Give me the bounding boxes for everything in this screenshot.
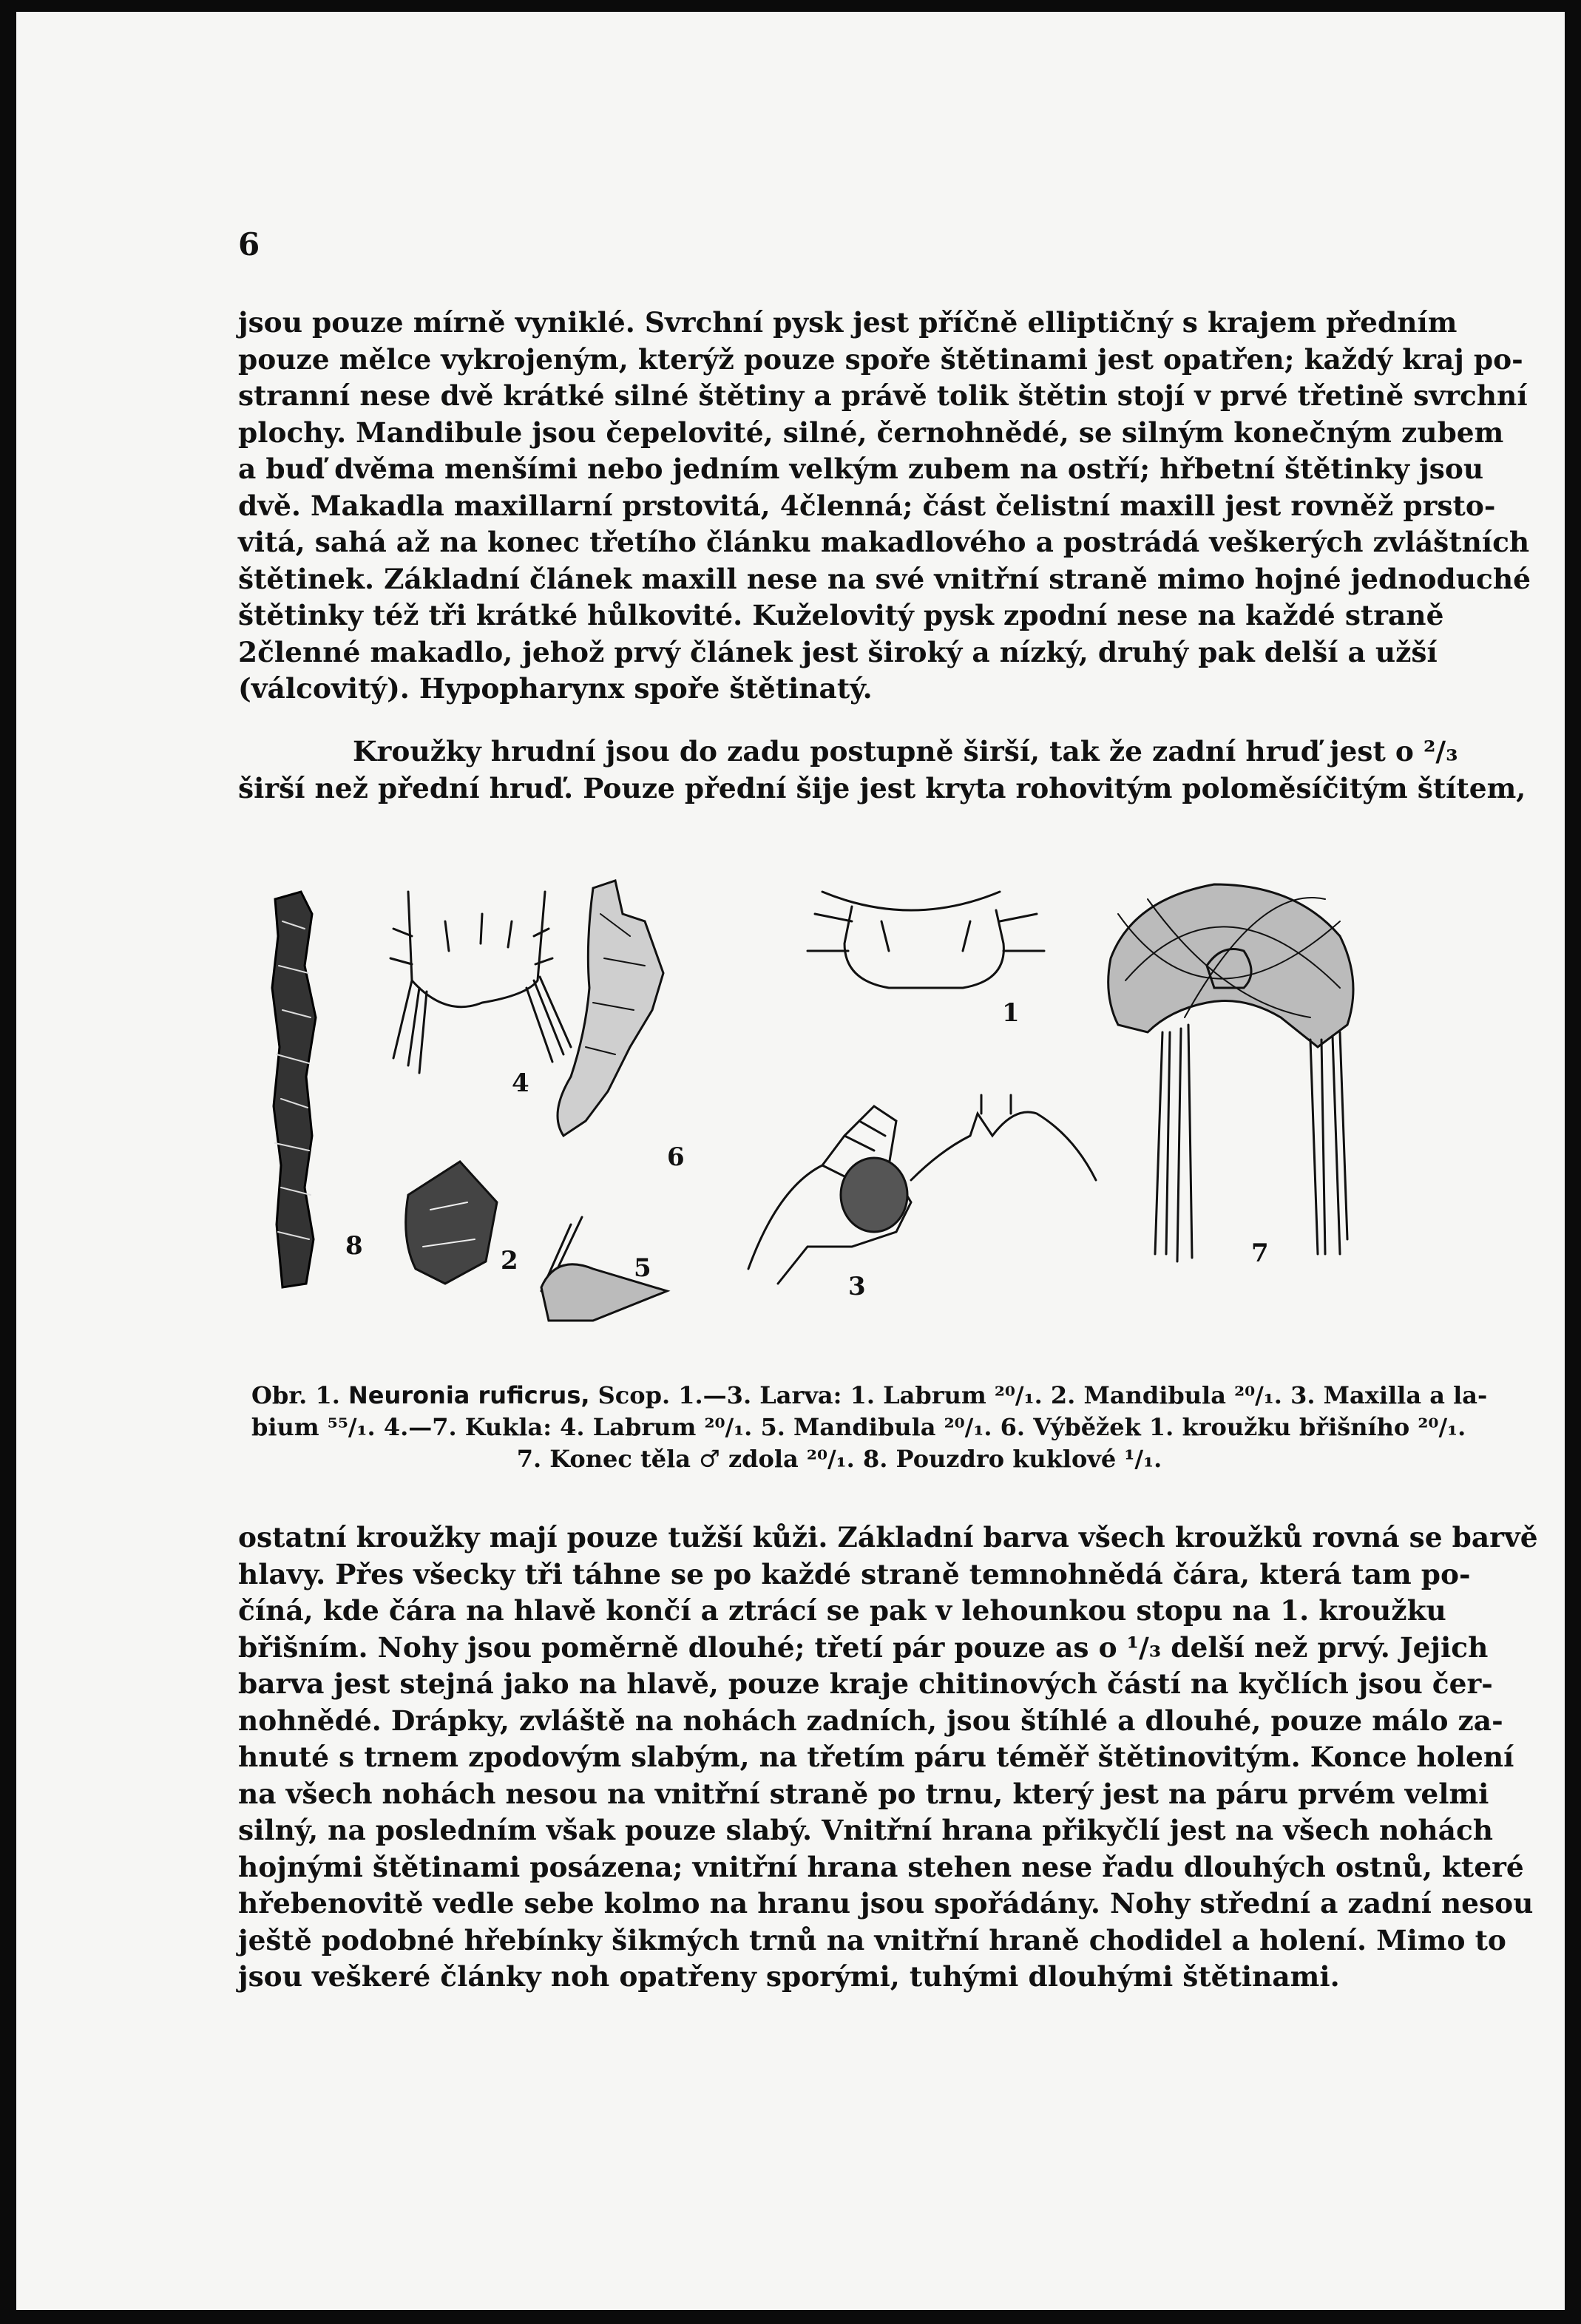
figure-label-8: 8 <box>345 1231 363 1261</box>
maxilla-labium-drawing <box>748 1095 1096 1284</box>
text-line: nohnědé. Drápky, zvláště na nohách zadních, jsou štíhlé a dlouhé, pouze málo za- <box>238 1704 1503 1737</box>
text-line: číná, kde čára na hlavě končí a ztrácí se pak v lehounkou stopu na 1. kroužku <box>238 1594 1446 1627</box>
text-line: vitá, sahá až na konec třetího článku makadlového a postrádá veškerých zvláštních <box>238 526 1530 558</box>
text-line: na všech nohách nesou na vnitřní straně po trnu, který jest na páru prvém velmi <box>238 1777 1489 1810</box>
figure-label-1: 1 <box>1002 998 1020 1028</box>
text-line: 2členné makadlo, jehož prvý článek jest široký a nízký, druhý pak delší a užší <box>238 635 1438 668</box>
text-line: stranní nese dvě krátké silné štětiny a právě tolik štětin stojí v prvé třetině svrchní <box>238 379 1528 412</box>
pupa-abdomen-end-drawing <box>1108 884 1353 1261</box>
figure-label-5: 5 <box>634 1253 651 1283</box>
caption-line-2: bium ⁵⁵/₁. 4.—7. Kukla: 4. Labrum ²⁰/₁. 5. Mandibula ²⁰/₁. 6. Výběžek 1. kroužku břišního ²⁰/₁. <box>251 1413 1466 1441</box>
text-line: pouze mělce vykrojeným, kterýž pouze spoře štětinami jest opatřen; každý kraj po- <box>238 342 1523 376</box>
caption-species: Neuronia ruficrus, <box>348 1381 590 1409</box>
caption-line-3: 7. Konec těla ♂ zdola ²⁰/₁. 8. Pouzdro kuklové ¹/₁. <box>516 1445 1162 1473</box>
abdominal-process-drawing <box>558 881 663 1136</box>
paragraph-2 <box>238 734 1526 807</box>
text-line: a buď dvěma menšími nebo jedním velkým zubem na ostří; hřbetní štětinky jsou <box>238 453 1484 485</box>
pupa-labrum-drawing <box>390 892 571 1073</box>
larva-labrum-drawing <box>808 892 1044 988</box>
figure-label-7: 7 <box>1251 1239 1269 1268</box>
figure-label-4: 4 <box>512 1068 529 1098</box>
figure-label-2: 2 <box>501 1246 518 1276</box>
text-line: štětinek. Základní článek maxill nese na své vnitřní straně mimo hojné jednoduché <box>238 562 1531 595</box>
larva-mandible-drawing <box>406 1162 497 1284</box>
text-line: ostatní kroužky mají pouze tužší kůži. Základní barva všech kroužků rovná se barvě <box>238 1521 1538 1554</box>
text-line: hnuté s trnem zpodovým slabým, na třetím páru téměř štětinovitým. Konce holení <box>238 1741 1514 1773</box>
text-line: hlavy. Přes všecky tři táhne se po každé straně temnohnědá čára, která tam po- <box>238 1557 1471 1590</box>
figure-label-3: 3 <box>848 1272 866 1301</box>
text-line: jsou veškeré články noh opatřeny sporými, tuhými dlouhými štětinami. <box>238 1960 1340 1993</box>
page-number: 6 <box>238 226 260 262</box>
text-line: hřebenovitě vedle sebe kolmo na hranu jsou spořádány. Nohy střední a zadní nesou <box>238 1887 1534 1920</box>
text-line: silný, na posledním však pouze slabý. Vnitřní hrana přikyčlí jest na všech nohách <box>238 1814 1494 1846</box>
figure-illustration <box>260 870 1466 1328</box>
text-line: břišním. Nohy jsou poměrně dlouhé; třetí pár pouze as o ¹/₃ delší než prvý. Jejich <box>238 1630 1489 1664</box>
text-line: ještě podobné hřebínky šikmých trnů na vnitřní hraně chodidel a holení. Mimo to <box>238 1923 1506 1957</box>
text-line: širší než přední hruď. Pouze přední šije jest kryta rohovitým poloměsíčitým štítem, <box>238 771 1526 804</box>
paragraph-3 <box>238 1520 1538 1996</box>
text-line: jsou pouze mírně vyniklé. Svrchní pysk jest příčně elliptičný s krajem předním <box>238 306 1458 339</box>
paragraph-1 <box>238 305 1531 708</box>
text-line: štětinky též tři krátké hůlkovité. Kuželovitý pysk zpodní nese na každé straně <box>238 599 1444 631</box>
text-line: barva jest stejná jako na hlavě, pouze kraje chitinových částí na kyčlích jsou čer- <box>238 1667 1493 1700</box>
caption-line1-rest: Scop. 1.—3. Larva: 1. Labrum ²⁰/₁. 2. Mandibula ²⁰/₁. 3. Maxilla a la- <box>589 1381 1488 1409</box>
figure-label-6: 6 <box>667 1142 685 1172</box>
text-line: (válcovitý). Hypopharynx spoře štětinatý. <box>238 672 873 705</box>
caption-lead: Obr. 1. <box>251 1381 348 1409</box>
text-line: hojnými štětinami posázena; vnitřní hrana stehen nese řadu dlouhých ostnů, které <box>238 1850 1524 1883</box>
text-line: dvě. Makadla maxillarní prstovitá, 4členná; část čelistní maxill jest rovněž prsto- <box>238 489 1496 522</box>
page <box>16 12 1565 2310</box>
pupal-case-drawing <box>272 892 316 1287</box>
figure-caption <box>251 1380 1488 1475</box>
text-line: Kroužky hrudní jsou do zadu postupně širší, tak že zadní hruď jest o ²/₃ <box>353 735 1458 768</box>
text-line: plochy. Mandibule jsou čepelovité, silné, černohnědé, se silným konečným zubem <box>238 416 1504 449</box>
